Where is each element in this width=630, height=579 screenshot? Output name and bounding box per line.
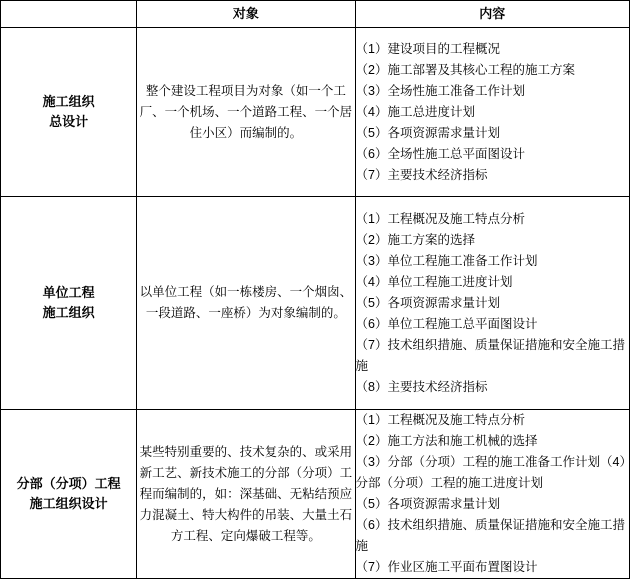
row-label-cell <box>1 28 137 197</box>
row-label-line: 施工组织 <box>42 94 95 109</box>
content-item: （2）施工方法和施工机械的选择 <box>355 434 538 448</box>
row-content-cell <box>355 410 629 579</box>
content-item: （6）全场性施工总平面图设计 <box>355 146 525 161</box>
header-row <box>1 1 630 28</box>
content-item: （7）技术组织措施、质量保证措施和安全施工措施 <box>355 337 625 373</box>
content-item: （5）各项资源需求量计划 <box>355 125 500 140</box>
row-object-text: 某些特别重要的、技术复杂的、或采用新工艺、新技术施工的分部（分项）工程而编制的，如：深基础、无粘结预应力混凝土、特大构件的吊装、大量土石方工程、定向爆破工程等。 <box>139 444 353 543</box>
content-item: （5）各项资源需求量计划 <box>355 497 500 511</box>
content-item: （7）作业区施工平面布置图设计 <box>355 560 538 574</box>
table-row <box>1 197 630 410</box>
row-label-line: 总设计 <box>49 114 89 129</box>
content-item: （1）工程概况及施工特点分析 <box>355 211 525 226</box>
content-item: （4）单位工程施工进度计划 <box>355 274 513 289</box>
row-object-cell <box>137 28 355 197</box>
content-item: （1）工程概况及施工特点分析 <box>355 413 525 427</box>
header-cell-content: 内容 <box>355 1 629 28</box>
content-item: （2）施工部署及其核心工程的施工方案 <box>355 62 575 77</box>
row-content-cell <box>355 28 629 197</box>
row-label-line: 施工组织 <box>42 305 95 320</box>
header-cell-object: 对象 <box>137 1 355 28</box>
row-label-line: 施工组织设计 <box>29 496 108 511</box>
content-item: （6）技术组织措施、质量保证措施和安全施工措施 <box>355 518 625 553</box>
content-item: （2）施工方案的选择 <box>355 232 475 247</box>
row-label-line: 分部（分项）工程 <box>16 476 121 491</box>
row-object-text: 整个建设工程项目为对象（如一个工厂、一个机场、一个道路工程、一个居住小区）而编制的。 <box>139 83 353 140</box>
content-item: （3）单位工程施工准备工作计划 <box>355 253 538 268</box>
row-label-cell <box>1 197 137 410</box>
row-object-cell <box>137 197 355 410</box>
table-header <box>1 1 630 28</box>
content-item: （5）各项资源需求量计划 <box>355 295 500 310</box>
table-body <box>1 28 630 579</box>
content-item: （3）全场性施工准备工作计划 <box>355 83 525 98</box>
row-object-cell <box>137 410 355 579</box>
row-label-line: 单位工程 <box>42 285 95 300</box>
content-item: （6）单位工程施工总平面图设计 <box>355 316 538 331</box>
table-row <box>1 410 630 579</box>
header-cell-blank <box>1 1 137 28</box>
row-content-cell <box>355 197 629 410</box>
content-item: （3）分部（分项）工程的施工准备工作计划（4）分部（分项）工程的施工进度计划 <box>355 455 626 490</box>
content-item: （8）主要技术经济指标 <box>355 379 488 394</box>
row-label-cell <box>1 410 137 579</box>
table-row <box>1 28 630 197</box>
content-item: （7）主要技术经济指标 <box>355 167 488 182</box>
content-item: （1）建设项目的工程概况 <box>355 41 500 56</box>
content-item: （4）施工总进度计划 <box>355 104 475 119</box>
row-object-text: 以单位工程（如一栋楼房、一个烟囱、一段道路、一座桥）为对象编制的。 <box>139 285 353 320</box>
